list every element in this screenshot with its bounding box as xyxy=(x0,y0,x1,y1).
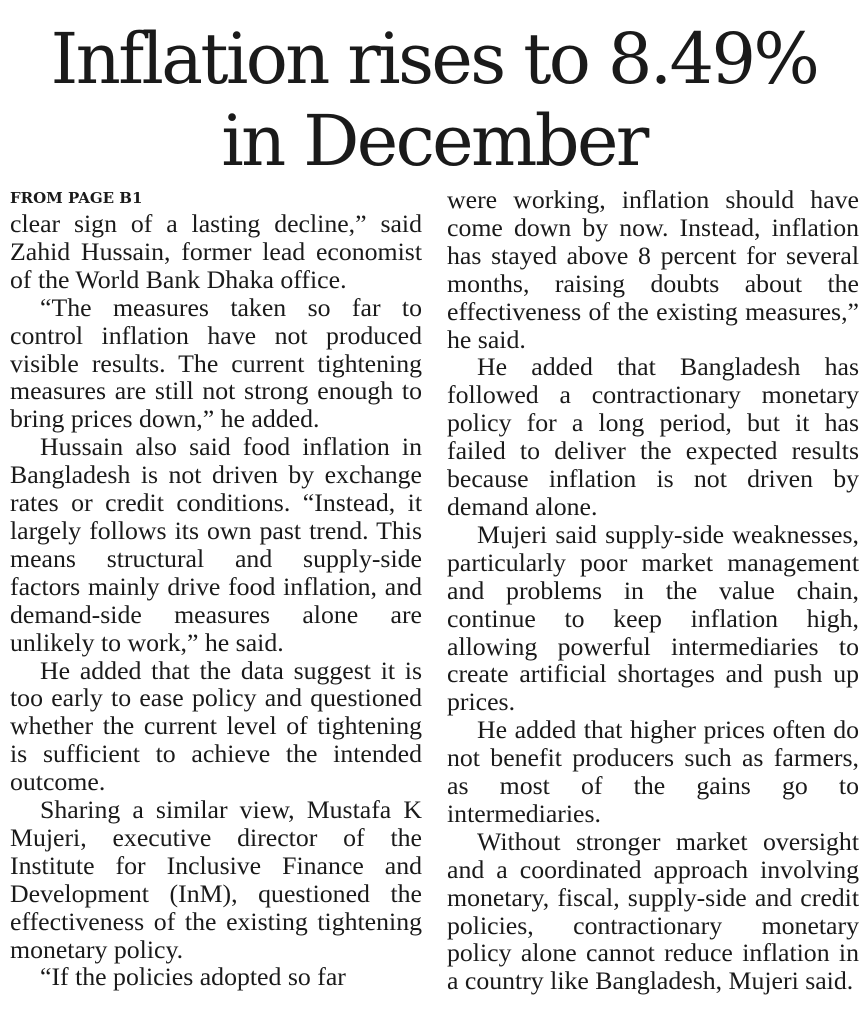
paragraph: “The measures taken so far to control inflation have not produced visible results. The current tightening measures are still not strong enough to bring prices down,” he added. xyxy=(10,292,422,434)
headline-line-2: in December xyxy=(221,100,647,182)
paragraph: Mujeri said supply-side weaknesses, particularly poor market management and problems in the value chain, continue to keep inflation high, allowing powerful intermediaries to create artificial shortages and push up prices. xyxy=(447,519,859,717)
headline-line-1: Inflation rises to 8.49% xyxy=(50,18,818,100)
paragraph: Sharing a similar view, Mustafa K Mujeri, executive director of the Institute for Inclusive Finance and Development (InM), questioned the effectiveness of the existing tightening monetary policy. xyxy=(10,795,422,964)
dateline: FROM PAGE B1 xyxy=(10,189,143,207)
paragraph: Hussain also said food inflation in Bangladesh is not driven by exchange rates or credit conditions. “Instead, it largely follows its own past trend. This means structural and supply-side factors mainly drive food inflation, and demand-side measures alone are unlikely to work,” he said. xyxy=(10,432,422,657)
paragraph: He added that the data suggest it is too early to ease policy and questioned whether the current level of tightening is sufficient to achieve the intended outcome. xyxy=(10,655,422,797)
article-column-left xyxy=(10,186,422,991)
paragraph: Without stronger market oversight and a coordinated approach involving monetary, fiscal, supply-side and credit policies, contractionary monetary policy alone cannot reduce inflation in a country like Bangladesh, Mujeri said. xyxy=(447,826,859,996)
paragraph: He added that higher prices often do not benefit producers such as farmers, as most of the gains go to intermediaries. xyxy=(447,715,859,828)
paragraph: He added that Bangladesh has followed a contractionary monetary policy for a long period, but it has failed to deliver the expected results because inflation is not driven by demand alone. xyxy=(447,352,859,521)
paragraph: were working, inflation should have come down by now. Instead, inflation has stayed above 8 percent for several months, raising doubts about the effectiveness of the existing measures,” he said. xyxy=(447,185,859,354)
headline xyxy=(0,18,868,182)
paragraph: clear sign of a lasting decline,” said Zahid Hussain, former lead economist of the World Bank Dhaka office. xyxy=(10,209,422,294)
article-column-right xyxy=(447,186,859,995)
paragraph: “If the policies adopted so far xyxy=(40,962,346,992)
